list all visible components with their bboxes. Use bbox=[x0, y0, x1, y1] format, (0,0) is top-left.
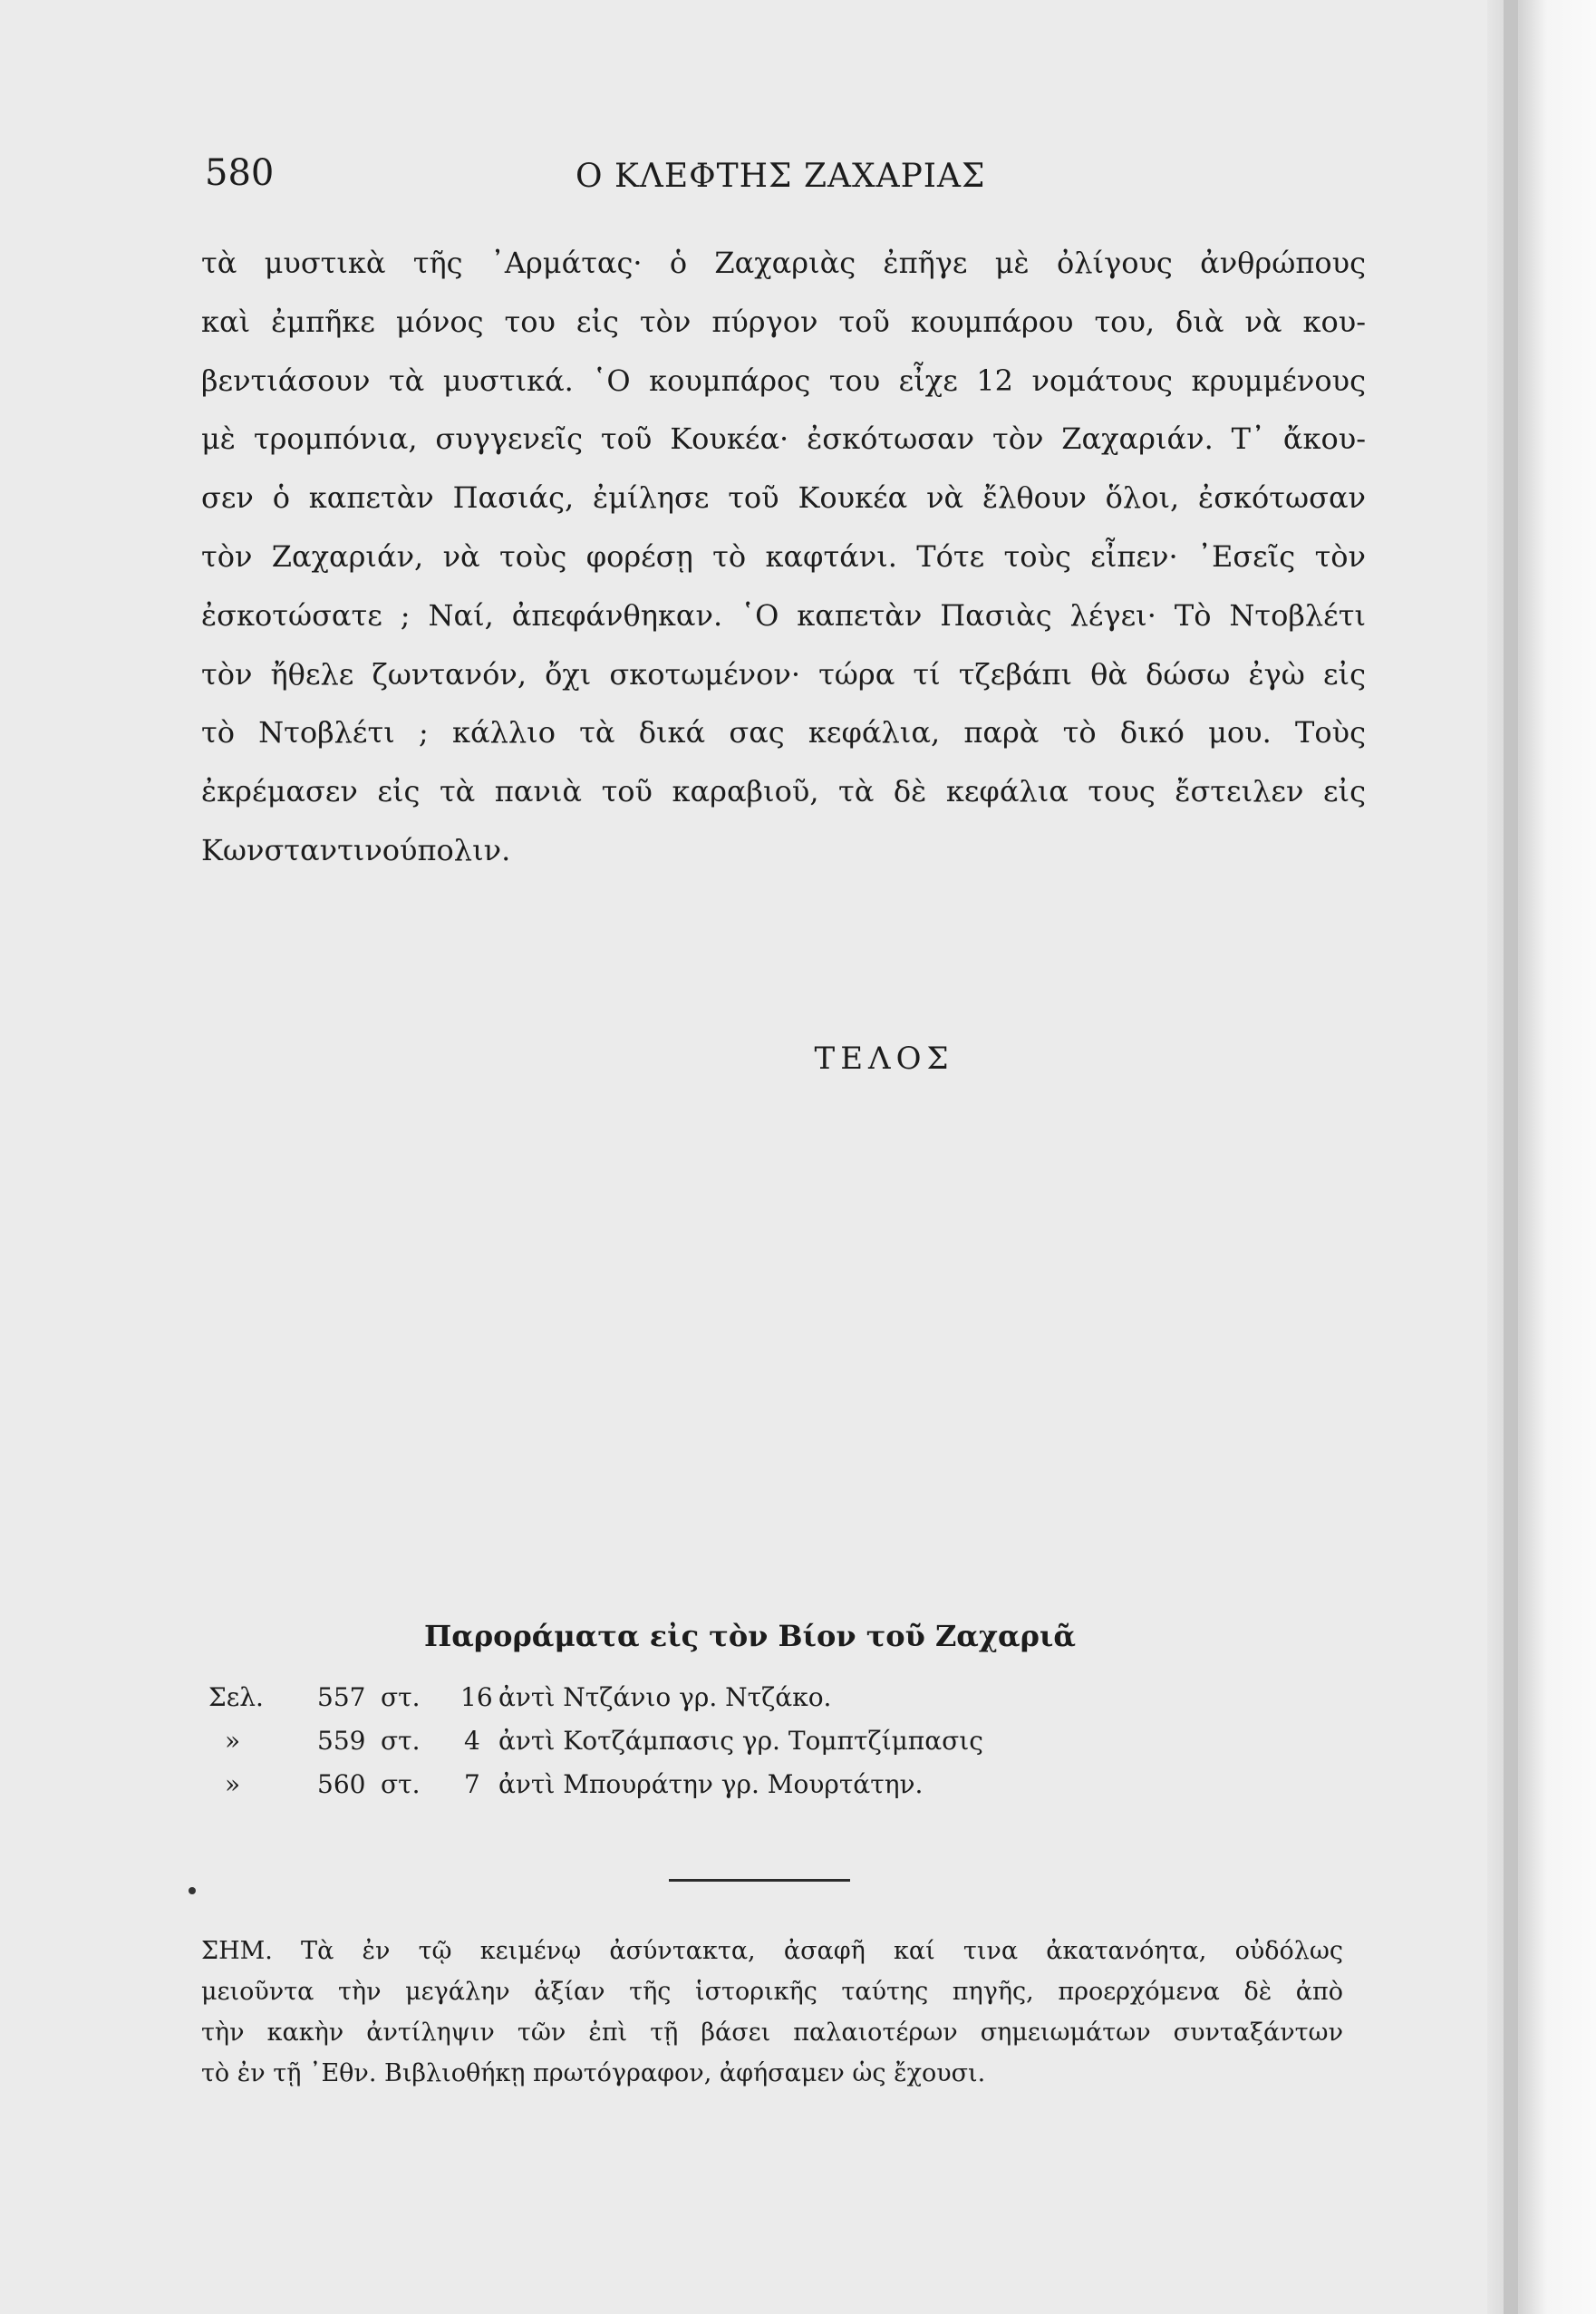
body-line: τὸ Ντοβλέτι ; κάλλιο τὰ δικά σας κεφάλια, παρὰ τὸ δικό μου. Τοὺς bbox=[201, 715, 1366, 750]
footnote-line: μειοῦντα τὴν μεγάλην ἀξίαν τῆς ἱστορικῆς ταύτης πηγῆς, προερχόμενα δὲ ἀπὸ bbox=[201, 1978, 1343, 2006]
running-title: Ο ΚΛΕΦΤΗΣ ΖΑΧΑΡΙΑΣ bbox=[576, 158, 986, 195]
body-line: σεν ὁ καπετὰν Πασιάς, ἐμίλησε τοῦ Κουκέα νὰ ἔλθουν ὅλοι, ἐσκότωσαν bbox=[201, 480, 1366, 516]
body-line: ἐσκοτώσατε ; Ναί, ἀπεφάνθηκαν. ῾Ο καπετὰν Πασιὰς λέγει· Τὸ Ντοβλέτι bbox=[201, 597, 1366, 633]
body-line: τὸν Ζαχαριάν, νὰ τοὺς φορέσῃ τὸ καφτάνι. Τότε τοὺς εἶπεν· ᾿Εσεῖς τὸν bbox=[201, 538, 1366, 574]
errata-st: στ. bbox=[381, 1682, 421, 1712]
body-paragraph bbox=[201, 234, 1366, 880]
end-mark bbox=[0, 1041, 1596, 1077]
page-header bbox=[0, 152, 1468, 216]
errata-st: στ. bbox=[381, 1726, 421, 1756]
errata-prefix: » bbox=[225, 1769, 241, 1799]
page-edge-shadow bbox=[1487, 0, 1596, 2314]
errata-line: 7 bbox=[464, 1769, 480, 1799]
body-line: Κωνσταντινούπολιν. bbox=[201, 832, 511, 867]
errata-text: ἀντὶ Μπουράτην γρ. Μουρτάτην. bbox=[498, 1769, 924, 1799]
footnote-line: ΣΗΜ. Τὰ ἐν τῷ κειμένῳ ἀσύντακτα, ἀσαφῆ καί τινα ἀκατανόητα, οὐδόλως bbox=[201, 1937, 1343, 1965]
body-line: ἐκρέμασεν εἰς τὰ πανιὰ τοῦ καραβιοῦ, τὰ δὲ κεφάλια τους ἔστειλεν εἰς bbox=[201, 774, 1366, 809]
footnote-line: τὴν κακὴν ἀντίληψιν τῶν ἐπὶ τῇ βάσει παλαιοτέρων σημειωμάτων συνταξάντων bbox=[201, 2019, 1343, 2047]
footnote-line: τὸ ἐν τῇ ᾿Εθν. Βιβλιοθήκῃ πρωτόγραφον, ἀφήσαμεν ὡς ἔχουσι. bbox=[201, 2059, 986, 2087]
errata-line: 16 bbox=[460, 1682, 493, 1712]
body-line: καὶ ἐμπῆκε μόνος του εἰς τὸν πύργον τοῦ κουμπάρου του, διὰ νὰ κου- bbox=[201, 304, 1366, 339]
errata-page: 559 bbox=[317, 1726, 366, 1756]
stray-dot bbox=[189, 1887, 196, 1894]
footnote bbox=[201, 1931, 1343, 2094]
page-number: 580 bbox=[205, 152, 275, 194]
body-line: τὰ μυστικὰ τῆς ᾿Αρμάτας· ὁ Ζαχαριὰς ἐπῆγε μὲ ὀλίγους ἀνθρώπους bbox=[201, 246, 1366, 280]
body-line: βεντιάσουν τὰ μυστικά. ῾Ο κουμπάρος του εἶχε 12 νομάτους κρυμμένους bbox=[201, 363, 1366, 398]
end-mark-text: ΤΕΛΟΣ bbox=[814, 1041, 954, 1077]
errata-st: στ. bbox=[381, 1769, 421, 1799]
errata-heading: Παροράματα εἰς τὸν Βίον τοῦ Ζαχαριᾶ bbox=[424, 1619, 1076, 1653]
body-line: μὲ τρομπόνια, συγγενεῖς τοῦ Κουκέα· ἐσκότωσαν τὸν Ζαχαριάν. Τ᾿ ἄκου- bbox=[201, 421, 1366, 457]
body-line: τὸν ἤθελε ζωντανόν, ὄχι σκοτωμένον· τώρα τί τζεβάπι θὰ δώσω ἐγὼ εἰς bbox=[201, 656, 1366, 692]
errata-line: 4 bbox=[464, 1726, 480, 1756]
errata-text: ἀντὶ Κοτζάμπασις γρ. Τομπτζίμπασις bbox=[498, 1726, 983, 1756]
errata-prefix: Σελ. bbox=[208, 1682, 264, 1712]
separator-rule bbox=[669, 1879, 850, 1882]
errata-prefix: » bbox=[225, 1726, 241, 1756]
errata-text: ἀντὶ Ντζάνιο γρ. Ντζάκο. bbox=[498, 1682, 832, 1712]
errata-page: 557 bbox=[317, 1682, 366, 1712]
errata-page: 560 bbox=[317, 1769, 366, 1799]
